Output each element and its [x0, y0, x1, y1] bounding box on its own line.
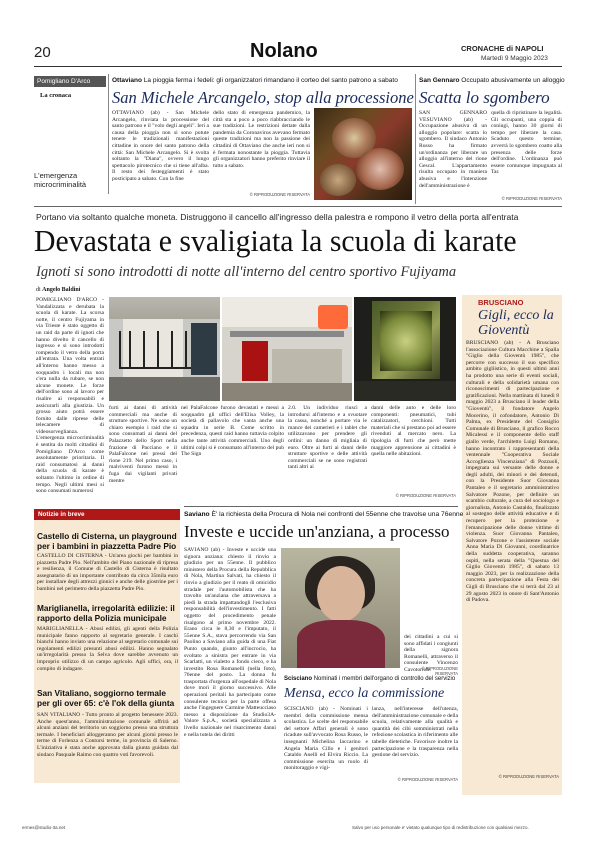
- header-rule: [34, 66, 562, 67]
- left-column-divider: [108, 74, 109, 194]
- main-col5: danni delle auto e delle loro componenti: pneumatici, tubi catalizzatori, cerchioni. Tutti materiali che si prestano poi ad essere rivenduti al mercato nero. La tipologia di furti che però mette maggiore apprensione ai cittadini è quella nelle abitazioni.: [371, 405, 456, 458]
- scisciano-kicker-place: Scisciano: [284, 676, 313, 682]
- byline-name: Angelo Baldini: [42, 287, 81, 293]
- scisciano-col1: SCISCIANO (ab) - Nominati i membri della commissione mensa scolastica. Le scelte del responsabile del settore Affari generali è sono ricadute sull'avvocato Rosa Russo, le insegnanti Michelina Iaccarino e Angela Maria Cillo e i genitori Cataldo Anelli ed Elvira Riccio. La commissione esercita un ruolo di monitoraggio e vigi-: [284, 706, 368, 772]
- story1-headline: San Michele Arcangelo, stop alla processione: [112, 88, 414, 107]
- brief-item-3-text: SAN VITALIANO - Tutto pronto al progetto benessere 2023. Anche quest'anno, l'amministrazione comunale offrirà ad alcuni anziani del territorio un soggiorno presso una struttura termale. I beneficiari alloggeranno per alcuni giorni presso le terme di Forlenza a Contursi terme, in provincia di Salerno. L'iniziativa è stata anche approvata dalla giunta guidata dal sindaco Pasquale Raimo con quattro voti favorevoli.: [37, 712, 178, 758]
- story1-col1: OTTAVIANO (ab) - San Michele Arcangelo, rinviata la processione del santo patrono e il "volo degli angeli". Ieri a causa della pioggia non si sono potute tenere le tradizionali manifestazioni cittadine in onore del santo patrono della città: San Michele Arcangelo. Si è svolta soltanto la "Diana", ovvero il lungo spettacolo pirotecnico che si tiene all'alba. Il resto dei festeggiamenti è stato posticipato a sabato. Con la fine: [112, 110, 209, 182]
- story1-copyright: © RIPRODUZIONE RISERVATA: [249, 192, 310, 197]
- saviano-kicker-place: Saviano: [184, 511, 210, 518]
- story2-kicker-place: San Gennaro: [419, 77, 460, 84]
- brief-item-2-headline: Mariglianella, irregolarità edilizie: il rapporto della Polizia municipale: [37, 603, 175, 623]
- saviano-top-rule: [184, 506, 458, 507]
- story2-col2: quella di ripristinare la legalità. Gli occupanti, una coppia di coniugi, hanno 30 giorni di tempo per liberare la casa. Scaduto questo termine, avverrà lo sgombero coatto alla presenza delle forze dell'ordine. L'ordinanza può essere comunque impugnata al Tar.: [491, 110, 562, 176]
- page-number: 20: [34, 44, 51, 61]
- story1-kicker-place: Ottaviano: [112, 77, 142, 84]
- story2-headline: Scatta lo sgombero: [419, 88, 550, 107]
- footer-email: ermes@studio-3a.net: [22, 825, 66, 830]
- byline-prefix: di: [36, 287, 41, 293]
- main-headline: Devastata e svaligiata la scuola di karate: [34, 223, 517, 258]
- top-divider: [415, 74, 416, 204]
- rubric-label: La cronaca: [40, 92, 72, 99]
- story2-copyright: © RIPRODUZIONE RISERVATA: [501, 196, 562, 201]
- broken-door-photo: [354, 297, 456, 401]
- brusciano-copyright: © RIPRODUZIONE RISERVATA: [498, 774, 559, 779]
- main-col4: 2.0. Un individuo riuscì a introdursi all'interno e a svuotare la cassa, nonché a portare via le mance dei camerieri e i tablet che utilizzavano per prendere gli ordini: un danno di migliaia di euro. Oltre ai furti ai danni delle strutture sportive e delle attività commerciali se ne sono registrati tanti altri ai: [288, 405, 367, 471]
- publication-date: Martedì 9 Maggio 2023: [481, 55, 548, 62]
- footer-notice: Salvo per uso personale e' vietato qualunque tipo di redistribuzione con qualsiasi mezzo.: [352, 825, 529, 830]
- saviano-kicker-text: È' la richiesta della Procura di Nola nei confronti del 55enne che travolse una 76enne: [211, 511, 464, 518]
- scisciano-col2: lanza, nell'interesse dell'utenza, dell'amministrazione comunale e della scuola, relativamente alla qualità e quantità dei cibi somministrati nella refezione scolastica in riferimento alle tabelle dietetiche. Favorisce inoltre la partecipazione e la trasparenza nella gestione del servizio.: [372, 706, 458, 759]
- main-subheadline: Ignoti si sono introdotti di notte all'interno del centro sportivo Fujiyama: [36, 264, 457, 280]
- scisciano-kicker-text: Nominati i membri dell'organo di controllo del servizio: [313, 676, 456, 682]
- scisciano-kicker: [284, 676, 458, 682]
- saviano-copyright: © RIPRODUZIONE RISERVATA: [421, 666, 458, 676]
- brusciano-headline: Gigli, ecco la Gioventù: [478, 308, 554, 338]
- scisciano-headline: Mensa, ecco la commissione: [284, 686, 445, 701]
- sidebar-label: L'emergenza microcriminalità: [34, 171, 87, 189]
- brief-box-label: Notizie in breve: [34, 509, 180, 520]
- main-top-rule: [34, 206, 562, 207]
- gym-interior-photo: [222, 297, 352, 401]
- story1-kicker-text: La pioggia ferma i fedeli: gli organizzatori rimandano il corteo del santo patrono a sabato: [143, 77, 398, 84]
- main-overline: Portano via soltanto qualche moneta. Distruggono il cancello all'ingresso della palestra e rompono il vetro della porta all'entrata: [36, 212, 519, 222]
- story2-kicker: [419, 77, 565, 84]
- saviano-headline: Investe e uccide un'anziana, a processo: [184, 522, 450, 541]
- main-col3: nel PalaFalcone furono devastati e messi a soqquadro gli uffici dell'Elisa Volley, la società di pallavolo che vanta anche una squadra in serie B. Come scritto in precedenza, questi raid hanno tuttavia colpito anche tante attività commerciali. Uno degli ultimi colpi si è consumato all'interno del pub The Sign: [181, 405, 284, 458]
- brusciano-text: BRUSCIANO (ab) - A Brusciano l'associazione Cultura Macchine a Spalla "Giglio della Gioventù 1985", che percorre con successo il suo specifico ambito gigliistico, in questi ultimi anni ha prodotto una serie di eventi sociali, culturali e della solidarietà umana con riconoscimenti di partecipazione e gratificazioni. Nella mattinata di lunedì 8 maggio 2023 a Brusciano il leader della "Gioventù", il fondatore Angelo Mocerino, il cofondatore, Antonio Di Palma, ex Presidente del Consiglio Comunale di Brusciano, il grafico Rocco Micalessi e il componente dello staff giallo verde, l'architetto Luigi Romano, hanno incontrato i rappresentanti della ventennale "Cooperativa Sociale Accoglienza Vincenziana" di Pozzuoli, impegnata sui versante delle donne e degli adulti, dei minori e dei detenuti, con la Presidente Suor Giovanna Pantaleo e il segretario amministrativo Salvatore Pozone, per definire un scambio culturale, a cura del sociologo e giornalista, Antonio Castaldo, finalizzato al sostegno delle attività educative e di recupero per la protezione e l'emancipazione delle donne vittime di violenza. Suor Giovanna Pantaleo, Salvatore Pozone e l'assistente sociale Anna Maria Di Giovanni, coordinatrice della suddetta cooperativa, saranno ospiti, nella serata della "Questua del Giglio Gioventù 1985", di sabato 13 maggio 2023, per la realizzazione della concreta partecipazione alla Festa dei Gigli di Brusciano che si terrà dal 23 al 29 agosto 2023 in onore di Sant'Antonio di Padova.: [466, 340, 559, 604]
- flower-photo: [314, 108, 412, 200]
- main-byline: [36, 287, 80, 293]
- brief-item-1-headline: Castello di Cisterna, un playground per i bambini in piazzetta Padre Pio: [37, 531, 177, 551]
- publication-name: CRONACHE di NAPOLI: [461, 44, 544, 53]
- brief-item-3-headline: San Vitaliano, soggiorno termale per gli over 65: c'è l'ok della giunta: [37, 688, 175, 708]
- place-tag: Pomigliano D'Arco: [34, 76, 106, 87]
- story2-kicker-text: Occupato abusivamente un alloggio: [461, 77, 565, 84]
- brief-item-1-text: CASTELLO DI CISTERNA - Un'area giochi per bambini in piazzetta Padre Pio. Nell'ambito del Piano nazionale di ripresa e resilienza, il Comune di Castello di Cisterna è risultato assegnatario di un importante contributo da circa 35mila euro per installare degli attrezzi ginnici e anche delle giostrine per i bambini nel perimetro della piazzetta Padre Pio.: [37, 553, 178, 592]
- saviano-col1: SAVIANO (ab) - Investe e uccide una signora anziana: chiesto il rinvio a giudizio per un 55enne. Il pubblico ministero della Procura della Repubblica di Nola, Martina Salvati, ha chiesto il rinvio a giudizio per il reato di omicidio stradale per l'automobilista che ha travolto un'anziana che attraversava a piedi la strada impattandogli l'esclusiva responsabilità dell'investimento. I fatti oggetto del procedimento penale risalgono al primo novembre 2022. Erano circa le 8,30 e l'imputato, il 55enne S.A., stava percorrendo via San Paolino a Saviano alla guida di una Fiat Punto quando, giunto all'incrocio, ha svoltato a sinistra per entrare in via Scarlatti, un vialetto a fondo cieco, e ha investito Rosa Romanelli (nella foto), 76enne del posto. La donna fu trasportata d'urgenza all'ospedale di Nola dove morì il giorno successivo. Alle operazioni peritali ha partecipato come consulente tecnico per la parte offesa anche l'ingegnere Carmine Matteucciaso messo a disposizione da Studio3A-Valore S.p.A., società specializzata a livello nazionale nel risarcimento danni e nella tutela dei diritti: [184, 547, 276, 738]
- main-col1: POMIGLIANO D'ARCO - Vandalizzata e derubata la scuola di karate. La scorsa notte, il centro Fujiyama in via Trieste è stato oggetto di un raid da parte di ignoti che hanno divelto il cancello di ingresso e si sono introdotti rompendo il vetro della porta all'entrata. Una volta entrati all'interno hanno messo a soqquadro i locali ma non c'era nulla da rubare, se non alcune monete. Le forze dell'ordine sono al lavoro per risalire ai responsabili e assicurarli alla giustizia. Un grosso aiuto potrà essere fornito dalle riprese delle telecamere di videosorveglianza. L'emergenza microcriminalità è sentita da molti cittadini di Pomigliano D'Arco come assolutamente prioritaria. Il raid consumatosi ai danni della scuola di karate è soltanto l'ultimo in ordine di tempo. Negli ultimi mesi si sono consumati numerosi: [36, 297, 104, 495]
- story2-col1: SAN GENNARO VESUVIANO (ab) - Occupazione abusiva di un alloggio popolare: scatta lo sgombero. Il sindaco Antonio Russo ha firmato un'ordinanza per liberare un alloggio all'interno del rione Gescal. L'appartamento risulta occupato in maniera abusiva e l'intenzione dell'amministrazione è: [419, 110, 487, 189]
- main-copyright: © RIPRODUZIONE RISERVATA: [395, 493, 456, 498]
- saviano-col2: dei cittadini a cui si sono affidati i congiunti della signora Romanelli, attraverso il consulente Vincenzo Cavotornde.: [404, 634, 458, 673]
- gym-entrance-photo: [109, 297, 220, 401]
- main-col2: furti ai danni di attività commerciali ma anche di strutture sportive. Ne sono un chiaro esempio i raid che si sono consumati ai danni del Palazzetto dello Sport nella frazione di Pacciano e il PalaFalcone nei pressi del rione 219. Nel primo caso, i malviventi furono messi in fuga dai vigilanti privati mentre: [109, 405, 177, 484]
- saviano-kicker: [184, 511, 464, 518]
- story1-kicker: [112, 77, 412, 84]
- brief-item-2-text: MARIGLIANELLA - Abusi edilizi, gli agenti della Polizia municipale fanno rapporto al segretario generale. I caschi bianchi hanno inviato una relazione al segretario comunale sui regolamenti edilizi presunti abusi edilizi. Hanno segnalato un'irregolarità presso la Selva dove sarebbe avvenuto un improprio utilizzo di un campo agricolo. Agli uffici, ora, il compito di indagare.: [37, 626, 178, 672]
- brusciano-tag: BRUSCIANO: [478, 298, 524, 307]
- victim-portrait-photo: [281, 548, 400, 668]
- scisciano-copyright: © RIPRODUZIONE RISERVATA: [397, 777, 458, 782]
- story1-col2: dello stato di emergenza pandemico, la città sta a poco a poco riabbracciando le sue tradizioni. Le restrizioni dettate dalla pandemia da Coronavirus avevano fermato queste tradizioni ma non la passione dei cittadini di Ottaviano che anche ieri non si è fermata nonostante la pioggia. Tuttavia gli organizzatori hanno preferito rinviare il tutto a sabato.: [213, 110, 310, 169]
- section-title: Nolano: [250, 40, 318, 62]
